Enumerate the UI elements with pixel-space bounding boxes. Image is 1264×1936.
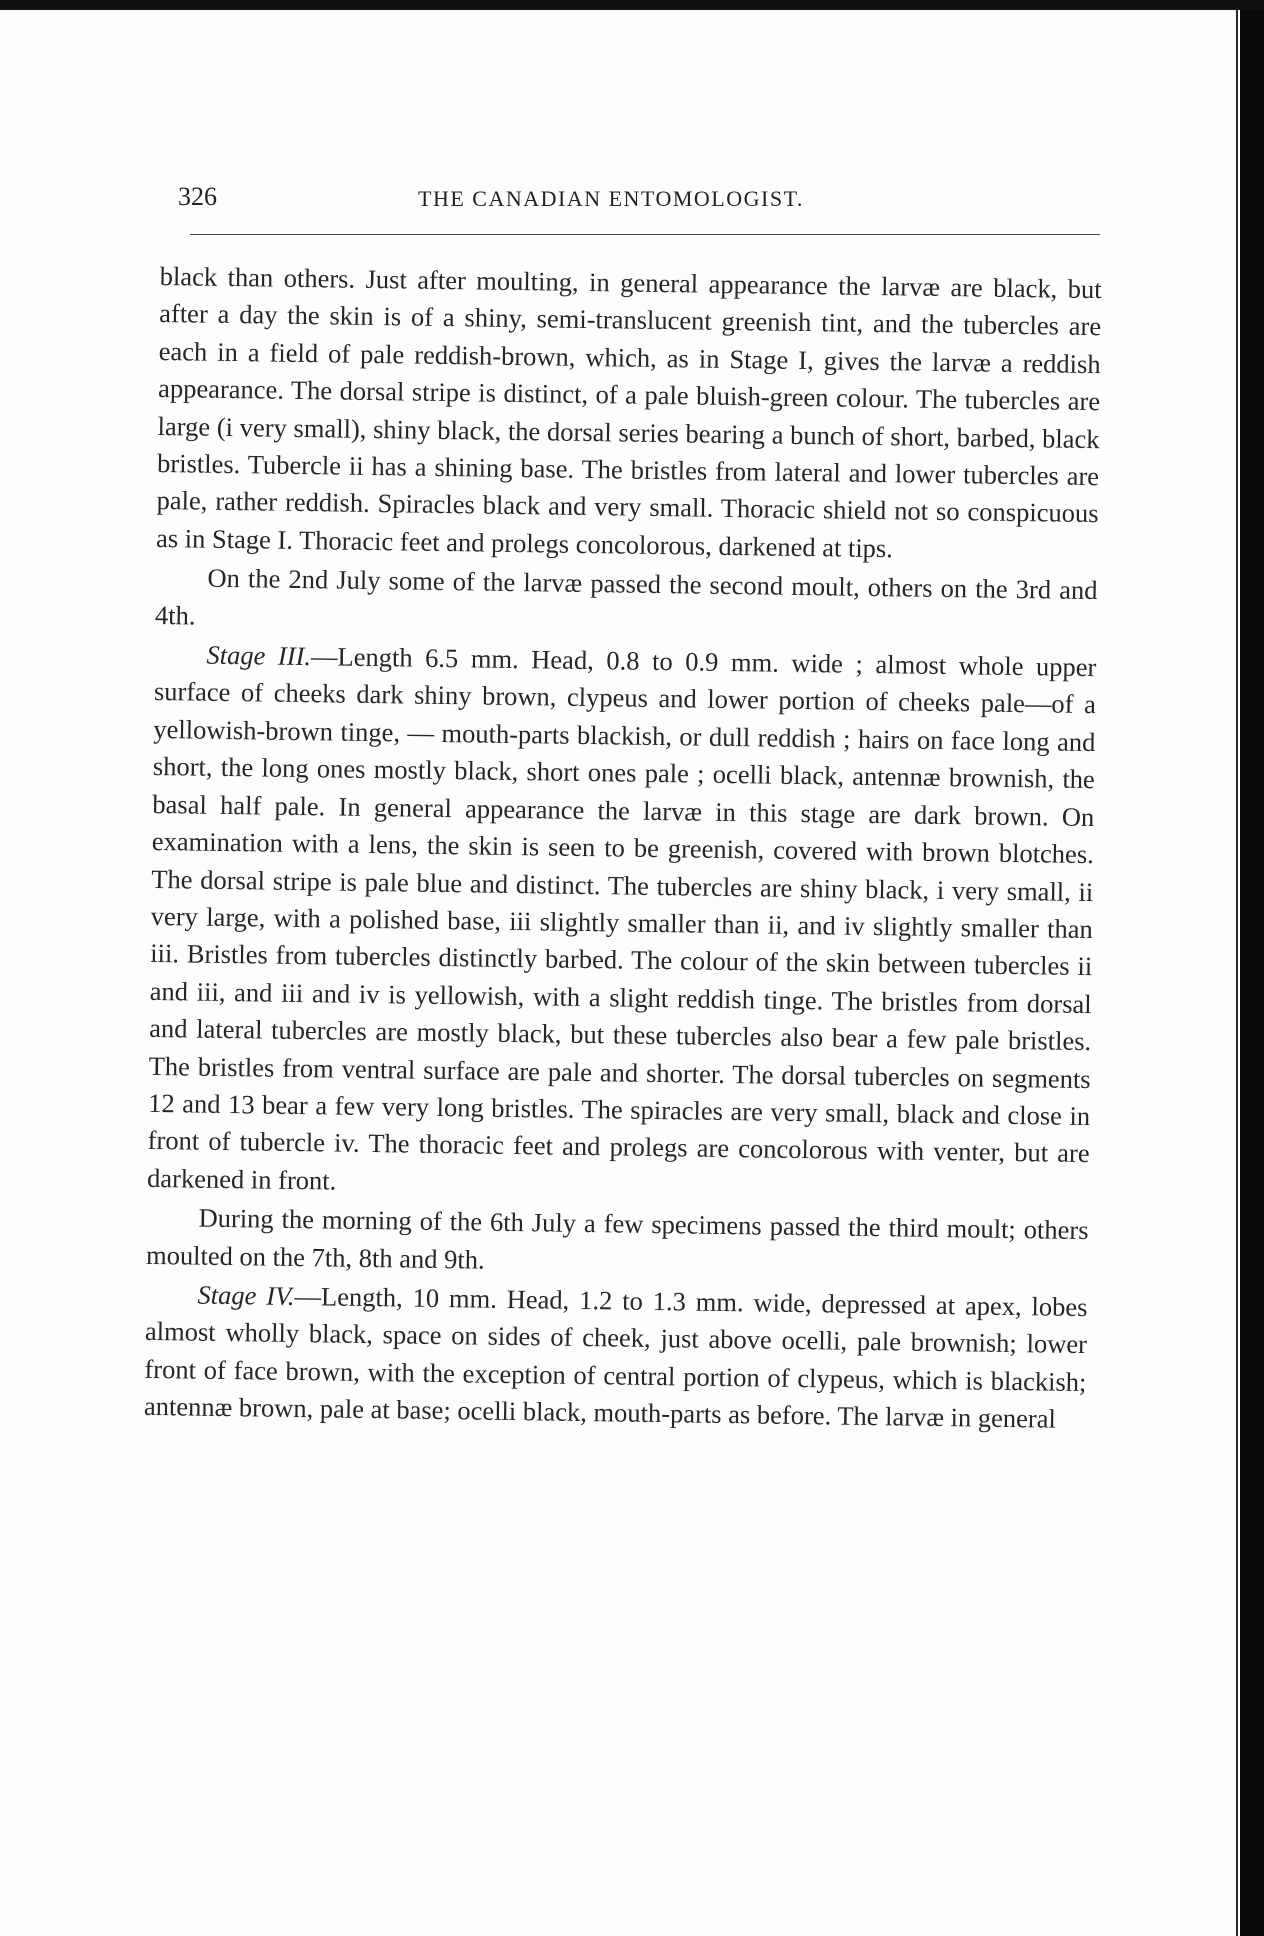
paragraph-text: —Length 6.5 mm. Head, 0.8 to 0.9 mm. wide ; almost whole upper surface of cheeks dark shiny brown, clypeus and lower portion of cheeks pale—of a yellowish-brown tinge, — mouth-parts blackish, or dull reddish ; hairs on face long and short, the long ones mostly black, short ones pale ; ocelli black, antennæ brownish, the basal half pale. In general appearance the larvæ in this stage are dark brown. On examination with a lens, the skin is seen to be greenish, covered with brown blotches. The dorsal stripe is pale blue and distinct. The tubercles are shiny black, i very small, ii very large, with a polished base, iii slightly smaller than ii, and iv slightly smaller than iii. Bristles from tubercles distinctly barbed. The colour of the skin between tubercles ii and iii, and iii and iv is yellowish, with a slight reddish tinge. The bristles from dorsal and lateral tubercles are mostly black, but these tubercles also bear a few pale bristles. The bristles from ventral surface are pale and shorter. The dorsal tubercles on segments 12 and 13 bear a few very long bristles. The spiracles are very small, black and close in front of tubercle iv. The thoracic feet and prolegs are concolorous with venter, but are darkened in front.	[146, 641, 1097, 1196]
header-rule	[190, 234, 1100, 235]
paragraph-text: black than others. Just after moulting, in general appearance the larvæ are black, but after a day the skin is of a shiny, semi-translucent greenish tint, and the tubercles are each in a field of pale reddish-brown, which, as in Stage I, gives the larvæ a reddish appearance. The dorsal stripe is distinct, of a pale bluish-green colour. The tubercles are large (i very small), shiny black, the dorsal series bearing a bunch of short, barbed, black bristles. Tubercle ii has a shining base. The bristles from lateral and lower tubercles are pale, rather reddish. Spiracles black and very small. Thoracic shield not so conspicuous as in Stage I. Thoracic feet and prolegs concolorous, darkened at tips.	[155, 260, 1102, 564]
paragraph-text: During the morning of the 6th July a few specimens passed the third moult; others moulted on the 7th, 8th and 9th.	[145, 1202, 1089, 1275]
paragraph-text: On the 2nd July some of the larvæ passed the second moult, others on the 3rd and 4th.	[154, 562, 1098, 631]
paragraph-third-moult	[146, 1199, 1089, 1287]
page-header	[178, 182, 1098, 228]
stage-label: Stage IV.	[197, 1279, 295, 1311]
body-text	[144, 258, 1102, 1441]
paragraph-stage-iv	[144, 1276, 1088, 1439]
paragraph-continuation	[156, 258, 1102, 570]
scan-edge	[1240, 0, 1264, 1936]
stage-label: Stage III.	[206, 639, 312, 672]
paragraph-second-moult	[155, 559, 1098, 647]
running-title: THE CANADIAN ENTOMOLOGIST.	[418, 186, 804, 211]
page-number: 326	[178, 182, 217, 211]
paragraph-stage-iii	[147, 636, 1097, 1210]
scan-top-edge	[0, 0, 1264, 10]
paragraph-text: —Length, 10 mm. Head, 1.2 to 1.3 mm. wide, depressed at apex, lobes almost wholly black, space on sides of cheek, just above ocelli, pale brownish; lower front of face brown, with the exception of central portion of clypeus, which is blackish; antennæ brown, pale at base; ocelli black, mouth-parts as before. The larvæ in general	[143, 1280, 1088, 1434]
